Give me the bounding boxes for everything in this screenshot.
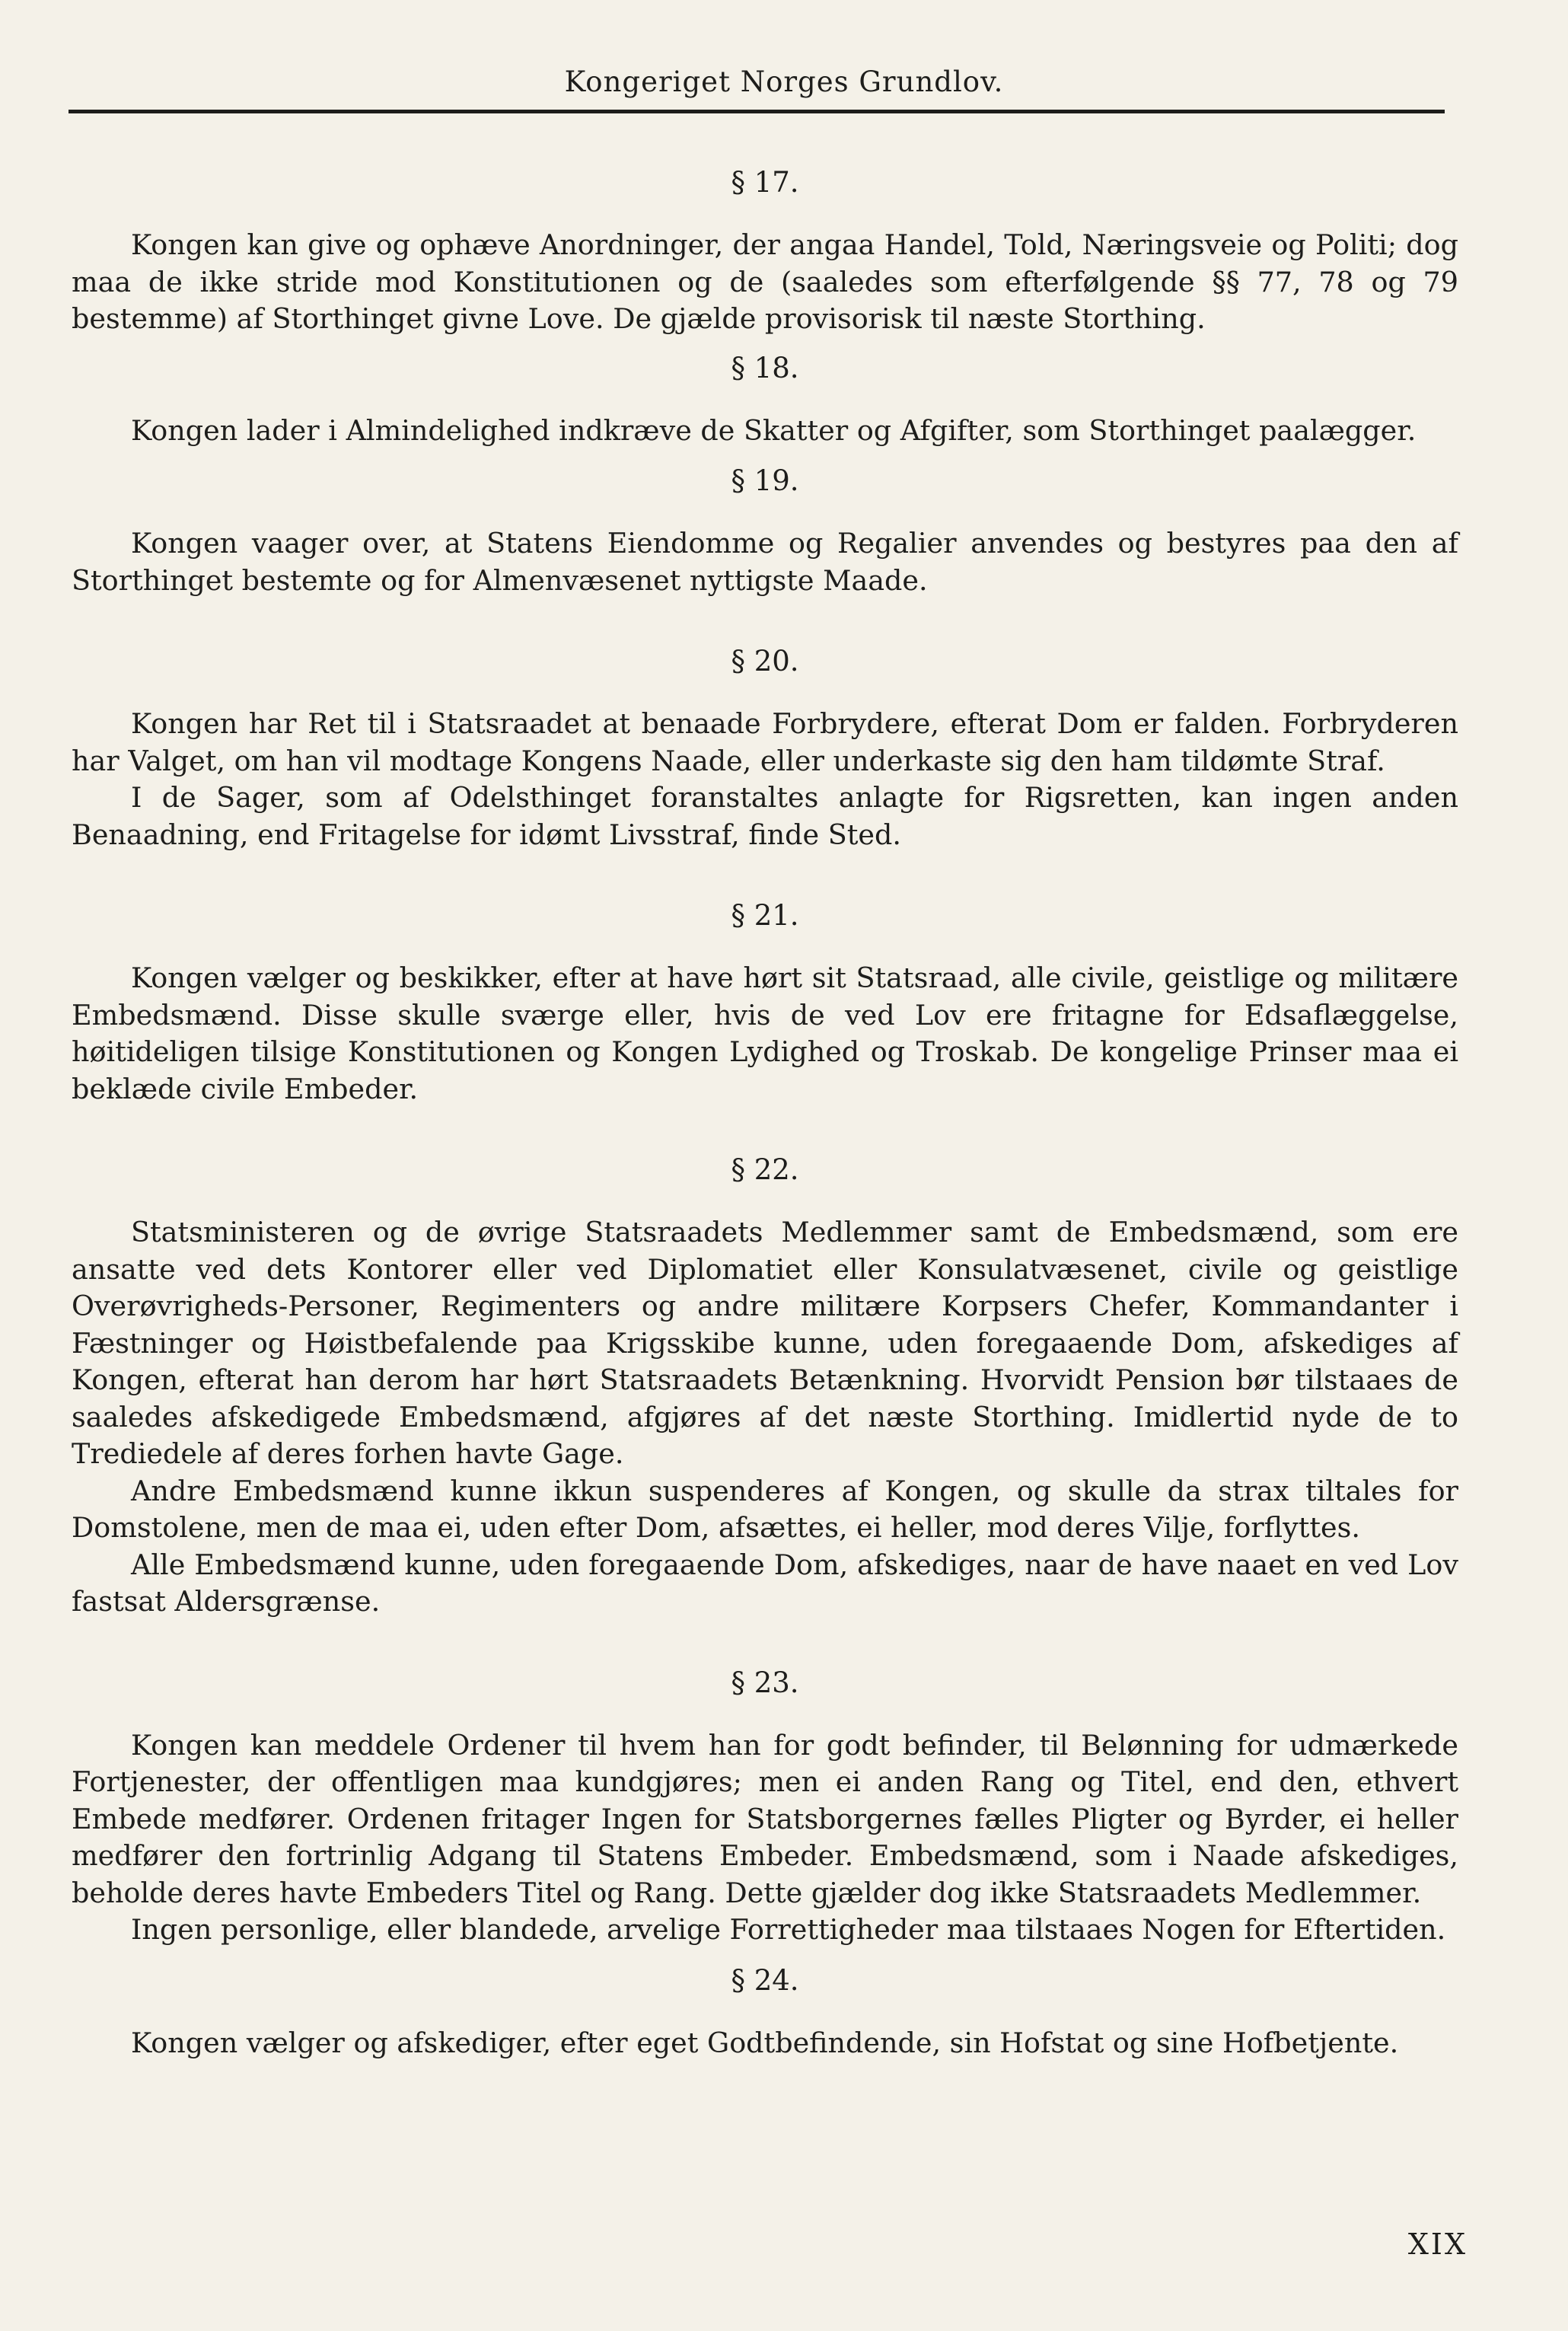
paragraph: Ingen personlige, eller blandede, arvelige Forrettigheder maa tilstaaes Nogen for Eftertiden. xyxy=(131,1913,1446,1946)
section-17 xyxy=(72,164,1458,338)
paragraph: Alle Embedsmænd kunne, uden foregaaende Dom, afskediges, naar de have naaet en ved Lov fastsat Aldersgrænse. xyxy=(72,1548,1458,1618)
section-heading: § 20. xyxy=(731,645,799,678)
paragraph: Kongen vælger og afskediger, efter eget Godtbefindende, sin Hofstat og sine Hofbetjente. xyxy=(131,2026,1399,2059)
paragraph: Kongen vaager over, at Statens Eiendomme og Regalier anvendes og bestyres paa den af Storthinget bestemte og for Almenvæsenet nyttigste Maade. xyxy=(72,527,1458,597)
section-heading: § 23. xyxy=(731,1666,799,1699)
body-text xyxy=(72,164,1458,2062)
paragraph: I de Sager, som af Odelsthinget foranstaltes anlagte for Rigsretten, kan ingen anden Benaadning, end Fritagelse for idømt Livsstraf, finde Sted. xyxy=(72,781,1458,851)
header-rule xyxy=(69,110,1445,113)
section-24 xyxy=(72,1963,1458,2062)
section-heading: § 19. xyxy=(731,464,799,497)
section-23 xyxy=(72,1665,1458,1949)
section-19 xyxy=(72,463,1458,599)
paragraph: Statsministeren og de øvrige Statsraadets Medlemmer samt de Embedsmænd, som ere ansatte ved dets Kontorer eller ved Diplomatiet eller Konsulatvæsenet, civile og geistlige Overøvrigheds-Personer, Regimenters og andre militære Korpsers Chefer, Kommandanter i Fæstninger og Høistbefalende paa Krigsskibe kunne, uden foregaaende Dom, afskediges af Kongen, efterat han derom har hørt Statsraadets Betænkning. Hvorvidt Pension bør tilstaaes de saaledes afskedigede Embedsmænd, afgjøres af det næste Storthing. Imidlertid nyde de to Trediedele af deres forhen havte Gage. xyxy=(72,1216,1458,1470)
paragraph: Andre Embedsmænd kunne ikkun suspenderes af Kongen, og skulle da strax tiltales for Domstolene, men de maa ei, uden efter Dom, afsættes, ei heller, mod deres Vilje, forflyttes. xyxy=(72,1474,1458,1544)
section-heading: § 18. xyxy=(731,351,799,384)
paragraph: Kongen vælger og beskikker, efter at have hørt sit Statsraad, alle civile, geistlige og militære Embedsmænd. Disse skulle sværge eller, hvis de ved Lov ere fritagne for Edsaflæggelse, høitideligen tilsige Konstitutionen og Kongen Lydighed og Troskab. De kongelige Prinser maa ei beklæde civile Embeder. xyxy=(72,961,1458,1105)
section-heading: § 22. xyxy=(731,1153,799,1186)
paragraph: Kongen kan give og ophæve Anordninger, der angaa Handel, Told, Næringsveie og Politi; dog maa de ikke stride mod Konstitutionen og de (saaledes som efterfølgende §§ 77, 78 og 79 bestemme) af Storthinget givne Love. De gjælde provisorisk til næste Storthing. xyxy=(72,228,1458,335)
page-number: XIX xyxy=(1407,2227,1468,2261)
section-18 xyxy=(72,350,1458,450)
paragraph: Kongen lader i Almindelighed indkræve de Skatter og Afgifter, som Storthinget paalægger. xyxy=(131,413,1417,447)
section-21 xyxy=(72,898,1458,1108)
paragraph: Kongen kan meddele Ordener til hvem han for godt befinder, til Belønning for udmærkede Fortjenester, der offentligen maa kundgjøres; men ei anden Rang og Titel, end den, ethvert Embede medfører. Ordenen fritager Ingen for Statsborgernes fælles Pligter og Byrder, ei heller medfører den fortrinlig Adgang til Statens Embeder. Embedsmænd, som i Naade afskediges, beholde deres havte Embeders Titel og Rang. Dette gjælder dog ikke Statsraadets Medlemmer. xyxy=(72,1728,1458,1909)
section-20 xyxy=(72,643,1458,853)
section-heading: § 24. xyxy=(731,1963,799,1997)
running-head: Kongeriget Norges Grundlov. xyxy=(564,65,1004,98)
paragraph: Kongen har Ret til i Statsraadet at benaade Forbrydere, efterat Dom er falden. Forbryderen har Valget, om han vil modtage Kongens Naade, eller underkaste sig den ham tildømte Straf. xyxy=(72,707,1458,777)
section-heading: § 21. xyxy=(731,899,799,932)
section-heading: § 17. xyxy=(731,166,799,199)
section-22 xyxy=(72,1152,1458,1621)
